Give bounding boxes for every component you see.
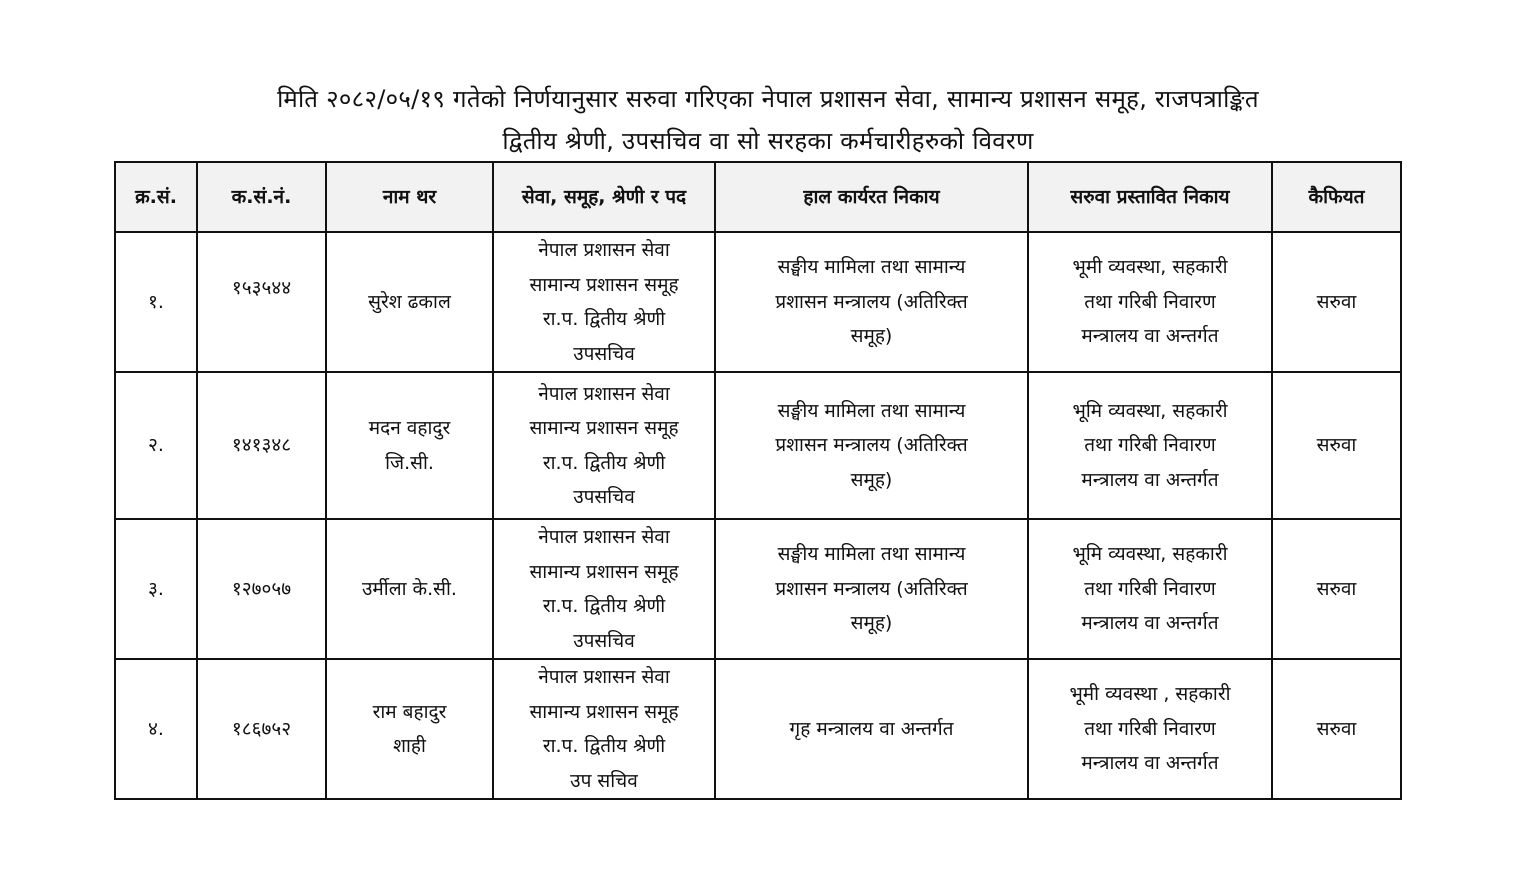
cell-service (493, 659, 715, 799)
cell-service (493, 232, 715, 372)
cell-code (197, 372, 326, 519)
cell-proposed-office-line: तथा गरिबी निवारण (1084, 434, 1216, 457)
cell-proposed-office-line: भूमी व्यवस्था, सहकारी (1072, 256, 1228, 279)
cell-service-line: सामान्य प्रशासन समूह (529, 700, 679, 723)
header-code: क.सं.नं. (197, 162, 326, 232)
table-row (115, 232, 1401, 372)
cell-code-value: १२७०५७ (231, 577, 292, 600)
cell-service-line: नेपाल प्रशासन सेवा (538, 666, 670, 688)
cell-service-line: सामान्य प्रशासन समूह (529, 417, 679, 439)
cell-current-office-line: समूह) (850, 325, 893, 348)
cell-name-line-1: उर्मीला के.सी. (362, 577, 457, 600)
cell-service-line: उपसचिव (573, 486, 635, 508)
cell-current-office-line: समूह) (850, 612, 893, 635)
cell-proposed-office (1028, 372, 1272, 519)
cell-service-line: नेपाल प्रशासन सेवा (538, 382, 670, 405)
cell-current-office-line: सङ्घीय मामिला तथा सामान्य (777, 256, 966, 279)
header-current-office: हाल कार्यरत निकाय (715, 162, 1028, 232)
cell-name-line-1: सुरेश ढकाल (368, 290, 451, 313)
cell-service-line: उपसचिव (573, 342, 635, 365)
cell-name (326, 372, 493, 519)
cell-current-office-line: प्रशासन मन्त्रालय (अतिरिक्त (775, 434, 968, 457)
cell-proposed-office-line: तथा गरिबी निवारण (1084, 290, 1216, 313)
cell-service-line: उप सचिव (570, 769, 638, 792)
cell-serial: १. (115, 232, 197, 372)
cell-proposed-office (1028, 659, 1272, 799)
cell-service-line: उपसचिव (573, 629, 635, 652)
cell-current-office (715, 659, 1028, 799)
cell-current-office (715, 232, 1028, 372)
cell-current-office-line: समूह) (850, 468, 893, 491)
cell-serial: ३. (115, 519, 197, 659)
cell-code-value: १५३५४४ (231, 276, 292, 299)
cell-proposed-office-line: तथा गरिबी निवारण (1084, 717, 1216, 740)
cell-service-line: नेपाल प्रशासन सेवा (538, 526, 670, 548)
cell-code (197, 519, 326, 659)
cell-name-line-2: शाही (393, 735, 426, 757)
cell-name (326, 659, 493, 799)
cell-current-office-line: सङ्घीय मामिला तथा सामान्य (777, 399, 966, 422)
cell-serial: २. (115, 372, 197, 519)
cell-code (197, 659, 326, 799)
document-title (0, 78, 1536, 162)
header-service-line-2: पद (665, 186, 687, 208)
header-row (115, 162, 1401, 232)
cell-proposed-office-line: मन्त्रालय वा अन्तर्गत (1081, 468, 1219, 491)
cell-proposed-office-line: मन्त्रालय वा अन्तर्गत (1081, 325, 1219, 348)
header-proposed-office: सरुवा प्रस्तावित निकाय (1028, 162, 1272, 232)
cell-proposed-office-line: मन्त्रालय वा अन्तर्गत (1081, 752, 1219, 775)
title-line-2: द्वितीय श्रेणी, उपसचिव वा सो सरहका कर्मचारीहरुको विवरण (502, 127, 1034, 155)
table-row (115, 659, 1401, 799)
cell-current-office (715, 372, 1028, 519)
cell-proposed-office (1028, 519, 1272, 659)
table-row (115, 372, 1401, 519)
cell-service-line: रा.प. द्वितीय श्रेणी (542, 595, 666, 617)
header-remarks: कैफियत (1272, 162, 1401, 232)
cell-service-line: रा.प. द्वितीय श्रेणी (542, 308, 666, 330)
header-service-line-1: सेवा, समूह, श्रेणी र (521, 186, 659, 208)
cell-code (197, 232, 326, 372)
cell-proposed-office-line: तथा गरिबी निवारण (1084, 577, 1216, 600)
table-row (115, 519, 1401, 659)
cell-proposed-office-line: भूमि व्यवस्था, सहकारी (1072, 399, 1228, 422)
cell-service-line: सामान्य प्रशासन समूह (529, 273, 679, 296)
cell-service-line: नेपाल प्रशासन सेवा (538, 239, 670, 261)
cell-name-line-1: मदन वहादुर (368, 417, 451, 439)
cell-name (326, 232, 493, 372)
cell-proposed-office (1028, 232, 1272, 372)
cell-proposed-office-line: भूमि व्यवस्था, सहकारी (1072, 543, 1228, 566)
cell-remarks: सरुवा (1272, 372, 1401, 519)
cell-current-office (715, 519, 1028, 659)
cell-service-line: रा.प. द्वितीय श्रेणी (542, 735, 666, 757)
cell-service-line: रा.प. द्वितीय श्रेणी (542, 451, 666, 474)
cell-service-line: सामान्य प्रशासन समूह (529, 560, 679, 583)
cell-code-value: १८६७५२ (231, 717, 292, 740)
cell-current-office-line: गृह मन्त्रालय वा अन्तर्गत (789, 717, 954, 740)
cell-code-value: १४१३४८ (231, 434, 292, 457)
transfer-table (114, 161, 1402, 800)
header-serial: क्र.सं. (115, 162, 197, 232)
title-line-1: मिति २०८२/०५/१९ गतेको निर्णयानुसार सरुवा गरिएका नेपाल प्रशासन सेवा, सामान्य प्रशासन समूह, राजपत्राङ्कित (277, 85, 1259, 113)
cell-current-office-line: सङ्घीय मामिला तथा सामान्य (777, 543, 966, 566)
header-service (493, 162, 715, 232)
cell-remarks: सरुवा (1272, 232, 1401, 372)
cell-proposed-office-line: मन्त्रालय वा अन्तर्गत (1081, 612, 1219, 635)
cell-remarks: सरुवा (1272, 659, 1401, 799)
cell-remarks: सरुवा (1272, 519, 1401, 659)
header-name: नाम थर (326, 162, 493, 232)
cell-service (493, 372, 715, 519)
cell-serial: ४. (115, 659, 197, 799)
cell-current-office-line: प्रशासन मन्त्रालय (अतिरिक्त (775, 290, 968, 313)
cell-name-line-1: राम बहादुर (372, 700, 447, 723)
cell-proposed-office-line: भूमी व्यवस्था , सहकारी (1069, 683, 1231, 706)
cell-name-line-2: जि.सी. (385, 451, 434, 474)
cell-name (326, 519, 493, 659)
cell-current-office-line: प्रशासन मन्त्रालय (अतिरिक्त (775, 577, 968, 600)
cell-service (493, 519, 715, 659)
